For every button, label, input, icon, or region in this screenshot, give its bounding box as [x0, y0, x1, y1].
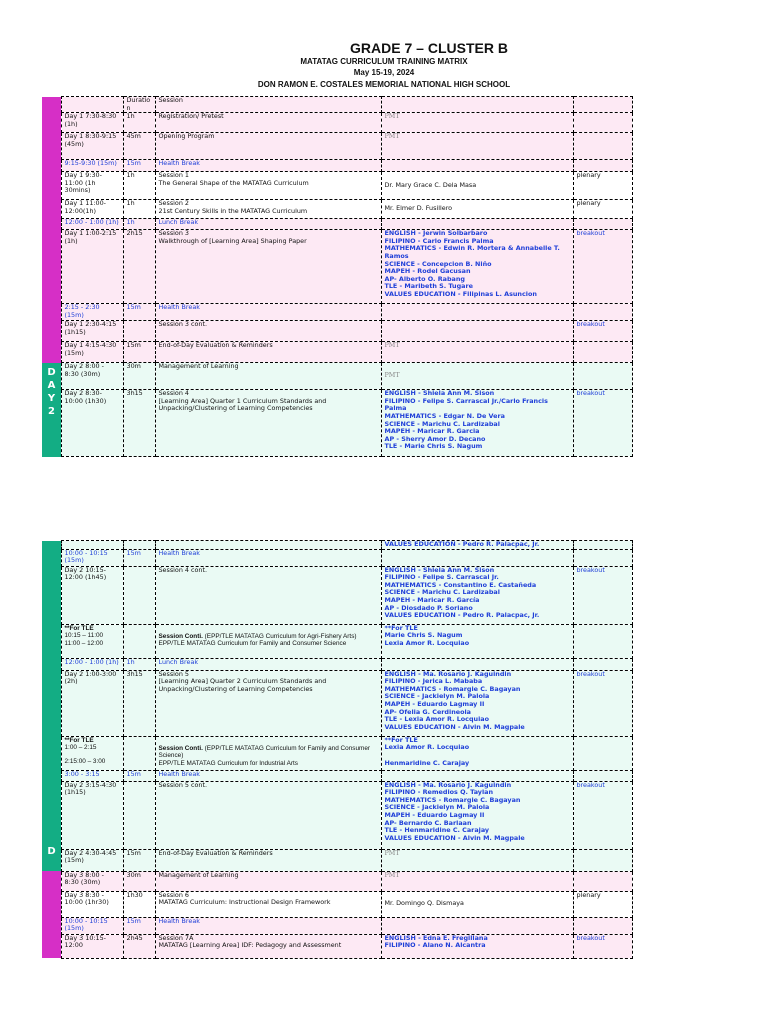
session-desc: The General Shape of the MATATAG Curriculum	[158, 178, 309, 187]
time-line: 11:00 – 12:00	[64, 639, 104, 647]
time-cell: 12:00 - 1:00 (1h)	[61, 219, 123, 230]
duration-cell: 15m	[123, 342, 155, 363]
facilitator-cell	[381, 304, 573, 321]
facilitator-line: SCIENCE - Marichu C. Lardizabal	[384, 419, 500, 428]
day-letter: 2	[48, 406, 55, 417]
session-desc: MATATAG Curriculum: Instructional Design Framework	[158, 898, 331, 907]
mode-cell: breakout	[573, 781, 632, 849]
facilitator-cell: PMT	[381, 871, 573, 891]
facilitator-line: SCIENCE - Marichu C. Lardizabal	[384, 588, 500, 597]
mode-header	[573, 97, 632, 113]
session-cell: Management of Learning	[155, 363, 381, 390]
session-cell: Health Break	[155, 917, 381, 934]
facilitator-cell: PMT	[381, 342, 573, 363]
facilitator-line: AP - Sherry Amor D. Decano	[384, 434, 486, 443]
mode-cell	[573, 133, 632, 160]
facilitator-line: MATHEMATICS - Romargie C. Bagayan	[384, 684, 521, 693]
facilitator-line: MATHEMATICS - Constantino E. Castañeda	[384, 580, 537, 589]
time-header	[61, 97, 123, 113]
facilitator-line: TLE - Lexia Amor R. Locquiao	[384, 715, 489, 724]
facilitator-line: Henmaridine C. Carajay	[384, 758, 470, 767]
facilitator-cell	[381, 781, 573, 849]
facilitator-header	[381, 97, 573, 113]
duration-cell: 15m	[123, 160, 155, 172]
facilitator-cell	[381, 230, 573, 304]
mode-cell: plenary	[573, 200, 632, 219]
facilitator-line: AP- Ofelia G. Cerdineola	[384, 707, 471, 716]
facilitator-line: FILIPINO - Remedios Q. Taylan	[384, 788, 494, 797]
session-cell	[155, 230, 381, 304]
time-cell: 10:00 - 10:15 (15m)	[61, 549, 123, 566]
table-row	[42, 113, 632, 133]
session-title: Session 5	[158, 670, 189, 678]
table-row	[42, 736, 632, 770]
mode-cell	[573, 363, 632, 390]
time-cell: Day 1 4:15-4:30 (15m)	[61, 342, 123, 363]
session-cell: Lunch Break	[155, 658, 381, 670]
time-cell: 12:00 - 1:00 (1h)	[61, 658, 123, 670]
facilitator-cell: PMT	[381, 133, 573, 160]
break-row	[42, 658, 632, 670]
facilitator-line: MAPEH - Eduardo Lagmay II	[384, 699, 485, 708]
facilitator-line: MATHEMATICS - Edwin R. Mortera & Annabelle T. Ramos	[384, 244, 560, 260]
mode-cell: breakout	[573, 934, 632, 958]
schedule-table-2	[42, 540, 633, 959]
facilitator-line: FILIPINO - Carlo Francis Palma	[384, 236, 494, 245]
session-cell: Lunch Break	[155, 219, 381, 230]
duration-cell: 1h	[123, 658, 155, 670]
duration-cell: 2h15	[123, 230, 155, 304]
time-cell: 9:15-9:30 (15m)	[61, 160, 123, 172]
facilitator-line: ENGLISH - Shiela Ann M. Sison	[384, 566, 495, 574]
session-cell	[155, 891, 381, 917]
mode-cell: breakout	[573, 390, 632, 457]
duration-cell	[123, 321, 155, 342]
facilitator-cell	[381, 624, 573, 658]
duration-cell: 15m	[123, 304, 155, 321]
time-line: 10:15 – 11:00	[64, 632, 104, 640]
time-cell: Day 3 8:00 - 8:30 (30m)	[61, 871, 123, 891]
session-cell	[155, 624, 381, 658]
duration-cell: 45m	[123, 133, 155, 160]
facilitator-line: ENGLISH - Edna E. Fregillana	[384, 934, 488, 942]
session-cell	[155, 736, 381, 770]
mode-cell	[573, 113, 632, 133]
session-desc: 21st Century Skills in the MATATAG Curriculum	[158, 206, 308, 215]
break-row	[42, 917, 632, 934]
mode-cell: breakout	[573, 321, 632, 342]
session-cell: Session 5 cont.	[155, 781, 381, 849]
mode-cell	[573, 219, 632, 230]
table-header-row	[42, 97, 632, 113]
facilitator-cell: VALUES EDUCATION - Pedro R. Palacpac, Jr.	[381, 541, 573, 550]
facilitator-line: ENGLISH - Jerwin Solbarbaro	[384, 229, 488, 238]
facilitator-cell	[381, 321, 573, 342]
duration-header: Duratio n	[123, 97, 155, 113]
table-row	[42, 363, 632, 390]
facilitator-line: MAPEH - Rodel Gacusan	[384, 267, 471, 276]
break-row	[42, 770, 632, 781]
duration-cell: 1h	[123, 200, 155, 219]
facilitator-line: AP- Bernardo C. Barlaan	[384, 818, 472, 827]
table-row	[42, 321, 632, 342]
facilitator-cell	[381, 736, 573, 770]
session-title: Session 2	[158, 199, 189, 208]
duration-cell: 1h	[123, 172, 155, 200]
facilitator-line: VALUES EDUCATION - Alvin M. Magpale	[384, 833, 525, 842]
duration-cell: 3h15	[123, 390, 155, 457]
table-row	[42, 849, 632, 871]
table-row	[42, 390, 632, 457]
mode-cell	[573, 304, 632, 321]
facilitator-cell: PMT	[381, 363, 573, 390]
facilitator-line: MAPEH - Maricar R. Garcia	[384, 427, 480, 436]
session-cell	[155, 200, 381, 219]
duration-cell: 3h15	[123, 670, 155, 736]
mode-cell	[573, 160, 632, 172]
table-row	[42, 871, 632, 891]
facilitator-cell	[381, 160, 573, 172]
session-cell: Management of Learning	[155, 871, 381, 891]
mode-cell: plenary	[573, 891, 632, 917]
session-desc: Walkthrough of [Learning Area] Shaping Paper	[158, 236, 307, 245]
day-letter: D	[47, 367, 56, 378]
time-cell: Day 1 1:00-2:15 (1h)	[61, 230, 123, 304]
facilitator-line: FILIPINO - Jerica L. Mababa	[384, 677, 483, 686]
facilitator-line: MATHEMATICS - Edgar N. De Vera	[384, 411, 505, 420]
day-letter: Y	[47, 393, 56, 404]
facilitator-line: AP - Diosdado P. Soriano	[384, 603, 473, 612]
facilitator-cell	[381, 390, 573, 457]
time-cell: Day 2 8:30-10:00 (1h30)	[61, 390, 123, 457]
facilitator-line: Lexia Amor R. Locquiao	[384, 743, 470, 752]
schedule-table-1	[42, 96, 633, 457]
session-desc: (EPP/TLE MATATAG Curriculum for Family and Consumer Science)	[158, 744, 371, 760]
facilitator-line: TLE - Maribeth S. Tugare	[384, 282, 473, 291]
tle-note: **For TLE	[64, 624, 94, 632]
table-row	[42, 230, 632, 304]
time-cell: Day 2 10:15-12:00 (1h45)	[61, 566, 123, 624]
facilitator-line: VALUES EDUCATION - Alvin M. Magpale	[384, 722, 525, 731]
day-2-vertical-label	[42, 366, 61, 418]
facilitator-cell	[381, 219, 573, 230]
session-cell: Session 3 cont.	[155, 321, 381, 342]
table-row	[42, 342, 632, 363]
break-row	[42, 160, 632, 172]
session-title: Session 7A	[158, 934, 194, 942]
session-title: Session 3	[158, 229, 189, 238]
day-color-bar	[42, 97, 61, 113]
table-row	[42, 891, 632, 917]
mode-cell: breakout	[573, 230, 632, 304]
document-title: GRADE 7 – CLUSTER B	[350, 40, 508, 56]
facilitator-line: VALUES EDUCATION - Filipinas L. Asuncion	[384, 289, 537, 298]
duration-cell: 15m	[123, 549, 155, 566]
time-cell: 3:00 - 3:15	[61, 770, 123, 781]
facilitator-line: SCIENCE - Jackielyn M. Palola	[384, 692, 490, 701]
time-cell: Day 2 8:00 - 8:30 (30m)	[61, 363, 123, 390]
facilitator-line: ENGLISH - Ma. Rosario J. Kaguindin	[384, 670, 512, 678]
facilitator-cell: Dr. Mary Grace C. Dela Masa	[381, 172, 573, 200]
duration-cell: 1h	[123, 219, 155, 230]
facilitator-line: FILIPINO - Felipe S. Carrascal Jr.	[384, 573, 499, 582]
session-cell: End-of-Day Evaluation & Reminders	[155, 849, 381, 871]
facilitator-line: FILIPINO - Alano N. Alcantra	[384, 941, 486, 950]
facilitator-line: FILIPINO - Felipe S. Carrascal Jr./Carlo Francis Palma	[384, 396, 548, 413]
session-desc: EPP/TLE MATATAG Curriculum for Industrial Arts	[158, 759, 298, 767]
duration-cell: 1h30	[123, 891, 155, 917]
facilitator-line: Marie Chris S. Nagum	[384, 631, 463, 640]
duration-cell: 30m	[123, 363, 155, 390]
session-cell: Health Break	[155, 160, 381, 172]
facilitator-line: SCIENCE - Jackielyn M. Palola	[384, 803, 490, 812]
table-row	[42, 172, 632, 200]
time-cell: Day 1 2:30-4:15 (1h15)	[61, 321, 123, 342]
table-row	[42, 566, 632, 624]
time-cell: Day 3 8:30 - 10:00 (1hr30)	[61, 891, 123, 917]
time-cell: Day 2 3:15-4:30 (1h15)	[61, 781, 123, 849]
session-cell: Session 4 cont.	[155, 566, 381, 624]
session-cell: Health Break	[155, 549, 381, 566]
facilitator-line: MAPEH - Maricar R. García	[384, 595, 480, 604]
facilitator-line: TLE - Henmaridine C. Carajay	[384, 826, 490, 835]
duration-cell: 30m	[123, 871, 155, 891]
mode-cell: plenary	[573, 172, 632, 200]
table-row	[42, 781, 632, 849]
tle-note: **For TLE	[384, 624, 418, 632]
facilitator-line: MAPEH - Eduardo Lagmay II	[384, 810, 485, 819]
facilitator-cell: PMT	[381, 849, 573, 871]
session-cell: End-of-Day Evaluation & Reminders	[155, 342, 381, 363]
document-dates: May 15-19, 2024	[353, 68, 415, 77]
duration-cell	[123, 781, 155, 849]
facilitator-cell: Mr. Elmer D. Fusillero	[381, 200, 573, 219]
facilitator-line: AP- Alberto O. Rabang	[384, 274, 465, 283]
day-letter: A	[47, 380, 56, 391]
time-cell: Day 2 1:00-3:00 (2h)	[61, 670, 123, 736]
facilitator-line: SCIENCE - Concepcion B. Niño	[384, 259, 492, 268]
time-cell: 2:15 - 2:30 (15m)	[61, 304, 123, 321]
tle-note: **For TLE	[64, 736, 94, 744]
session-cell: Registration/ Pretest	[155, 113, 381, 133]
time-cell: Day 1 9:30-11:00 (1h 30mins)	[61, 172, 123, 200]
session-desc: EPP/TLE MATATAG Curriculum for Family and Consumer Science	[158, 640, 347, 648]
session-cell: Health Break	[155, 770, 381, 781]
facilitator-line: ENGLISH - Shiela Ann M. Sison	[384, 389, 495, 398]
session-desc: [Learning Area] Quarter 1 Curriculum Standards and Unpacking/Clustering of Learning Competencies	[158, 396, 327, 413]
table-row	[42, 670, 632, 736]
table-row	[42, 934, 632, 958]
facilitator-line: Lexia Amor R. Locquiao	[384, 638, 470, 647]
time-cell	[61, 624, 123, 658]
session-desc: [Learning Area] Quarter 2 Curriculum Standards and Unpacking/Clustering of Learning Competencies	[158, 677, 327, 693]
duration-cell: 15m	[123, 770, 155, 781]
session-desc: MATATAG [Learning Area] IDF: Pedagogy and Assessment	[158, 941, 342, 950]
break-row	[42, 219, 632, 230]
duration-cell: 1h	[123, 113, 155, 133]
time-cell: Day 3 10:15-12:00	[61, 934, 123, 958]
time-cell: Day 1 8:30-9:15 (45m)	[61, 133, 123, 160]
mode-cell	[573, 342, 632, 363]
session-cell	[155, 390, 381, 457]
break-row	[42, 549, 632, 566]
duration-cell: 15m	[123, 917, 155, 934]
session-cell	[155, 934, 381, 958]
mode-cell: breakout	[573, 566, 632, 624]
session-title: Session 1	[158, 171, 189, 180]
facilitator-cell: Mr. Domingo Q. Dismaya	[381, 891, 573, 917]
facilitator-cell	[381, 566, 573, 624]
facilitator-line: MATHEMATICS - Romargie C. Bagayan	[384, 795, 521, 804]
facilitator-line: VALUES EDUCATION - Pedro R. Palacpac, Jr.	[384, 611, 540, 620]
session-cell	[155, 670, 381, 736]
session-header: Session	[155, 97, 381, 113]
session-cell	[155, 172, 381, 200]
session-title: Session Conti.	[158, 632, 203, 640]
table-row	[42, 133, 632, 160]
session-cell: Health Break	[155, 304, 381, 321]
facilitator-cell	[381, 670, 573, 736]
table-row	[42, 200, 632, 219]
session-title: Session 4	[158, 389, 189, 398]
facilitator-line: ENGLISH - Ma. Rosario J. Kaguindin	[384, 781, 512, 789]
day-3-vertical-label: D	[47, 846, 56, 857]
time-line: 2:15:00 – 3:00	[64, 757, 106, 765]
duration-cell: 2h45	[123, 934, 155, 958]
table-row	[42, 541, 632, 550]
time-cell: 10:00 - 10:15 (15m)	[61, 917, 123, 934]
facilitator-cell: PMT	[381, 113, 573, 133]
session-cell: Opening Program	[155, 133, 381, 160]
mode-cell: breakout	[573, 670, 632, 736]
duration-cell	[123, 566, 155, 624]
break-row	[42, 304, 632, 321]
time-cell: Day 1 7:30-8:30 (1h)	[61, 113, 123, 133]
time-cell: Day 2 4:30-4:45 (15m)	[61, 849, 123, 871]
duration-cell: 15m	[123, 849, 155, 871]
facilitator-line: TLE - Marie Chris S. Nagum	[384, 442, 483, 451]
session-title: Session 6	[158, 891, 189, 899]
time-line: 1:00 – 2:15	[64, 744, 97, 752]
session-title: Session Conti.	[158, 744, 203, 752]
facilitator-cell	[381, 934, 573, 958]
time-cell	[61, 736, 123, 770]
time-cell: Day 1 11:00-12:00(1h)	[61, 200, 123, 219]
school-name: DON RAMON E. COSTALES MEMORIAL NATIONAL HIGH SCHOOL	[257, 80, 511, 89]
tle-note: **For TLE	[384, 736, 418, 744]
session-desc: (EPP/TLE MATATAG Curriculum for Agri-Fishery Arts)	[204, 632, 357, 640]
document-subtitle: MATATAG CURRICULUM TRAINING MATRIX	[300, 57, 468, 66]
table-row	[42, 624, 632, 658]
